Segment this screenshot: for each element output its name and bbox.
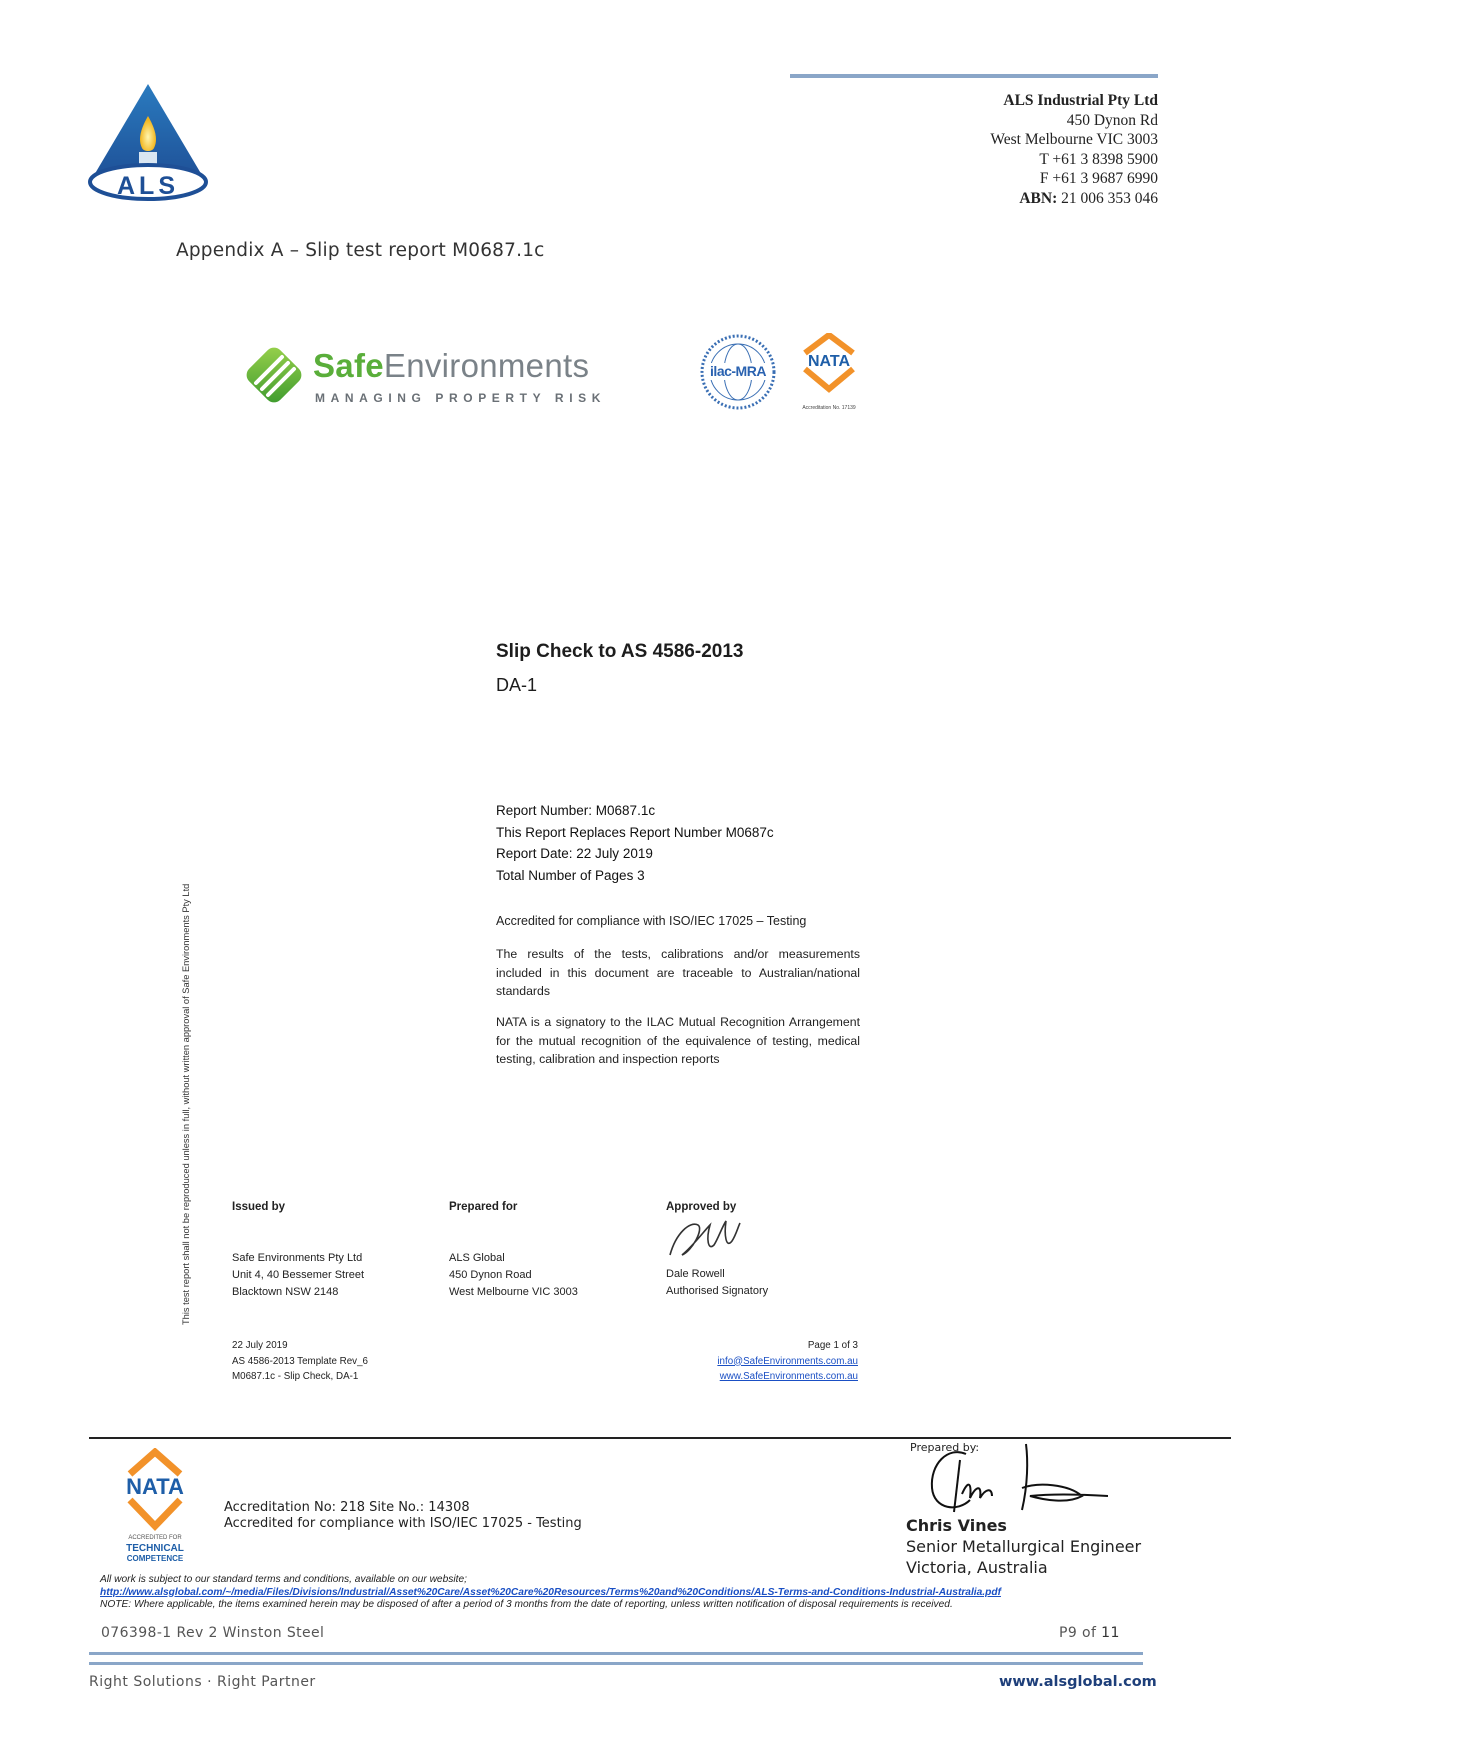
- inner-footer-ref: M0687.1c - Slip Check, DA-1: [232, 1371, 359, 1382]
- nata-accreditation-number: Accreditation No. 17139: [802, 405, 856, 411]
- report-pages: Total Number of Pages 3: [496, 867, 645, 883]
- phone: T +61 3 8398 5900: [1039, 150, 1158, 168]
- report-title: Slip Check to AS 4586-2013: [496, 641, 744, 662]
- prepared-for-line: West Melbourne VIC 3003: [449, 1286, 578, 1298]
- abn-value: 21 006 353 046: [1061, 189, 1158, 207]
- reproduction-notice: This test report shall not be reproduced unless in full, without written approval of Safe Environments Pty Ltd: [181, 883, 191, 1325]
- prepared-for-line: ALS Global: [449, 1252, 505, 1264]
- document-reference: 076398-1 Rev 2 Winston Steel: [101, 1625, 325, 1641]
- website-link[interactable]: www.SafeEnvironments.com.au: [719, 1371, 858, 1382]
- als-logo-text: ALS: [117, 172, 179, 200]
- safe-word: Safe: [313, 347, 384, 384]
- footer-bar-top: [89, 1652, 1143, 1655]
- slogan: Right Solutions · Right Partner: [89, 1674, 316, 1690]
- prepared-for-line: 450 Dynon Road: [449, 1269, 532, 1281]
- issued-by-line: Blacktown NSW 2148: [232, 1286, 339, 1298]
- report-number: Report Number: M0687.1c: [496, 803, 656, 818]
- footer-accredited-statement: Accredited for compliance with ISO/IEC 17025 - Testing: [224, 1515, 582, 1531]
- preparer-title: Senior Metallurgical Engineer: [906, 1537, 1142, 1556]
- preparer-location: Victoria, Australia: [906, 1557, 1048, 1577]
- abn-label: ABN:: [1019, 189, 1058, 207]
- inner-footer-right: [640, 1338, 858, 1385]
- nata-competence: COMPETENCE: [126, 1554, 184, 1563]
- report-subtitle: DA-1: [496, 675, 538, 695]
- nata-small-label: NATA: [807, 353, 851, 370]
- address-city: West Melbourne VIC 3003: [990, 131, 1158, 148]
- nata-large-label: NATA: [126, 1474, 184, 1499]
- inner-footer-template: AS 4586-2013 Template Rev_6: [232, 1355, 368, 1367]
- footer-rule: [89, 1437, 1231, 1439]
- email-link[interactable]: info@SafeEnvironments.com.au: [717, 1355, 858, 1367]
- address-street: 450 Dynon Rd: [1066, 111, 1158, 129]
- approved-by-details: [666, 1266, 768, 1300]
- safe-environments-title: [313, 347, 589, 385]
- approved-by-heading: Approved by: [666, 1201, 737, 1213]
- page-total: 11: [1101, 1625, 1120, 1641]
- accredited-statement: Accredited for compliance with ISO/IEC 17025 – Testing: [496, 914, 807, 928]
- approver-signature: [664, 1215, 744, 1268]
- safe-environments-leaf-icon: [242, 343, 306, 412]
- preparer-name: Chris Vines: [906, 1516, 1007, 1535]
- terms-text: All work is subject to our standard terms and conditions, available on our website;: [100, 1574, 467, 1585]
- ilac-label: ilac-MRA: [710, 363, 766, 379]
- approver-title: Authorised Signatory: [666, 1285, 769, 1297]
- als-logo: [86, 82, 210, 202]
- preparer-signature: [918, 1440, 1108, 1525]
- issued-by-line: Safe Environments Pty Ltd: [232, 1252, 363, 1264]
- report-date: Report Date: 22 July 2019: [496, 846, 653, 861]
- preparer-role: [906, 1537, 1141, 1578]
- disposal-note: NOTE: Where applicable, the items examined herein may be disposed of after a period of 3 months from the date of reporting, unless written notification of disposal requirements is received.: [100, 1599, 953, 1610]
- als-website-link[interactable]: www.alsglobal.com: [999, 1674, 1157, 1690]
- safe-environments-tagline: MANAGING PROPERTY RISK: [315, 391, 606, 405]
- prepared-for-heading: Prepared for: [449, 1201, 518, 1213]
- page-number: P9: [1059, 1625, 1078, 1641]
- fax: F +61 3 9687 6990: [1039, 170, 1158, 187]
- nata-technical: TECHNICAL: [126, 1543, 184, 1554]
- terms-link[interactable]: http://www.alsglobal.com/~/media/Files/Divisions/Industrial/Asset%20Care/Asset%20Care%20Resources/Terms%20and%20Conditions/ALS-Terms-and-Conditions-Industrial-Australia.pdf: [100, 1586, 1001, 1598]
- traceability-paragraph: The results of the tests, calibrations and/or measurements included in this document are traceable to Australian/national standards: [496, 947, 860, 998]
- appendix-title: Appendix A – Slip test report M0687.1c: [176, 240, 545, 261]
- report-details: [496, 800, 774, 886]
- page-reference: [1059, 1625, 1120, 1641]
- approver-name: Dale Rowell: [666, 1268, 725, 1280]
- prepared-for-address: [449, 1250, 578, 1301]
- nata-logo-small: [791, 333, 867, 413]
- header-rule: [790, 74, 1158, 78]
- company-name: ALS Industrial Pty Ltd: [1003, 92, 1158, 109]
- report-replaces: This Report Replaces Report Number M0687c: [496, 824, 774, 840]
- nata-accredited-for: ACCREDITED FOR: [128, 1535, 182, 1541]
- page-of: of: [1082, 1625, 1097, 1641]
- prepared-by-label: Prepared by:: [910, 1441, 980, 1454]
- terms-block: [100, 1574, 1001, 1612]
- ilac-mra-logo: [699, 333, 777, 411]
- inner-footer-page: Page 1 of 3: [807, 1340, 858, 1351]
- nata-logo-large: [112, 1448, 198, 1563]
- inner-footer-left: [232, 1338, 368, 1385]
- environments-word: Environments: [383, 347, 590, 384]
- ilac-paragraph: NATA is a signatory to the ILAC Mutual Recognition Arrangement for the mutual recognition of the equivalence of testing, medical testing, calibration and inspection reports: [496, 1015, 860, 1066]
- company-address: [990, 91, 1158, 208]
- issued-by-address: [232, 1250, 364, 1301]
- issued-by-heading: Issued by: [232, 1201, 286, 1213]
- issued-by-line: Unit 4, 40 Bessemer Street: [232, 1269, 365, 1281]
- footer-accreditation: [224, 1500, 582, 1531]
- inner-footer-date: 22 July 2019: [232, 1340, 288, 1351]
- abn: [990, 189, 1158, 209]
- footer-bar-bottom: [89, 1662, 1143, 1665]
- accreditation-number: Accreditation No: 218 Site No.: 14308: [224, 1500, 470, 1515]
